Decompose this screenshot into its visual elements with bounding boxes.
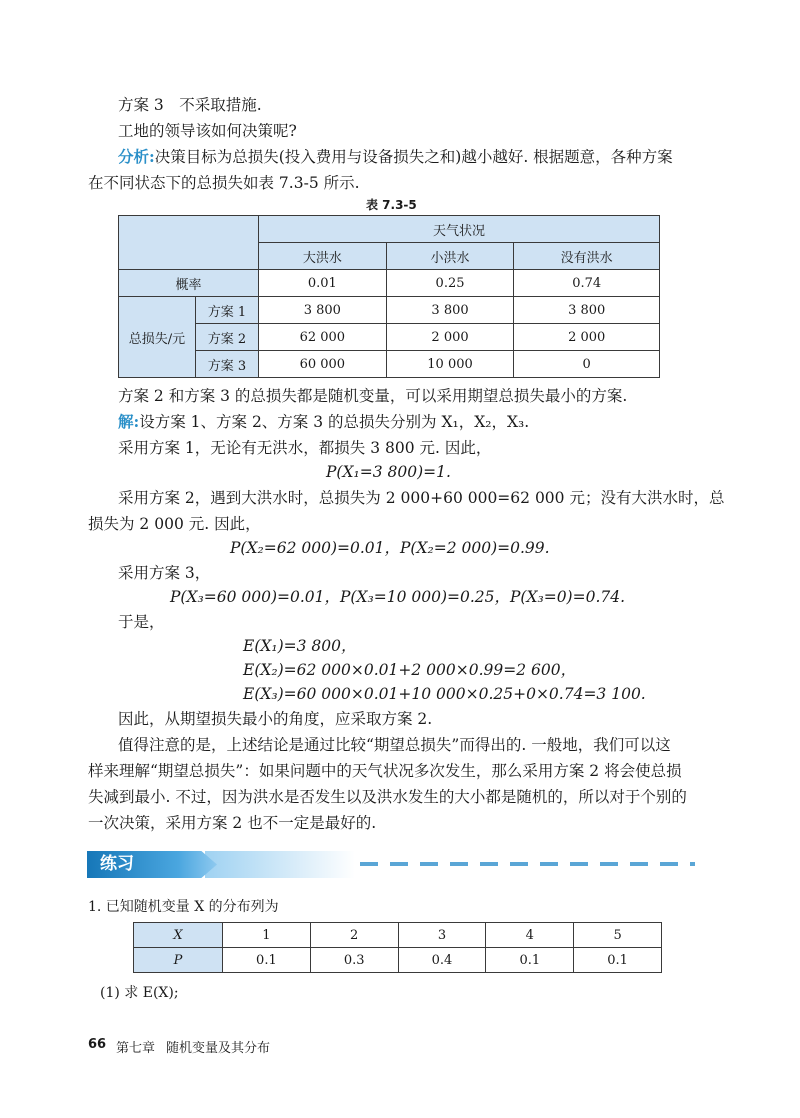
analysis-label: 分析: [118, 147, 155, 166]
table-cell: 1 [223, 923, 311, 948]
equation: E(X₃)=60 000×0.01+10 000×0.25+0×0.74=3 100. [243, 685, 646, 703]
exercise-title: 练习 [100, 854, 134, 874]
equation: P(X₂=62 000)=0.01，P(X₂=2 000)=0.99. [230, 539, 550, 557]
table-cell: 0.74 [514, 270, 660, 297]
row-header-loss: 总损失/元 [119, 297, 196, 378]
text-line: 工地的领导该如何决策呢? [118, 122, 297, 140]
analysis-text: 决策目标为总损失(投入费用与设备损失之和)越小越好. 根据题意，各种方案 [154, 148, 673, 166]
sub-question: (1) 求 E(X); [100, 985, 179, 1001]
equation: E(X₂)=62 000×0.01+2 000×0.99=2 600， [243, 661, 577, 679]
table-corner [119, 216, 259, 270]
text-line: 值得注意的是，上述结论是通过比较“期望总损失”而得出的. 一般地，我们可以这 [118, 736, 671, 754]
text-line: 一次决策，采用方案 2 也不一定是最好的. [88, 814, 377, 832]
text-line: 因此，从期望损失最小的角度，应采取方案 2. [118, 710, 433, 728]
solution-line [118, 409, 529, 435]
plan-label: 方案 1 [196, 297, 259, 324]
text-line: 在不同状态下的总损失如表 7.3-5 所示. [88, 174, 360, 192]
solution-label: 解: [118, 412, 140, 431]
text-line: 损失为 2 000 元. 因此， [88, 515, 261, 533]
column-header: 小洪水 [386, 243, 514, 270]
row-header-prob: 概率 [119, 270, 259, 297]
text-line: 方案 2 和方案 3 的总损失都是随机变量，可以采用期望总损失最小的方案. [118, 387, 628, 405]
table-cell: 0.01 [259, 270, 387, 297]
table-caption: 表 7.3-5 [366, 198, 417, 212]
table-cell: 4 [486, 923, 574, 948]
table-cell: 3 800 [259, 297, 387, 324]
equation: P(X₁=3 800)=1. [326, 463, 451, 481]
equation: P(X₃=60 000)=0.01，P(X₃=10 000)=0.25，P(X₃=0)=0.74. [170, 588, 626, 606]
table-cell: 5 [574, 923, 662, 948]
chapter-title: 随机变量及其分布 [166, 1041, 271, 1056]
analysis-line [118, 144, 673, 170]
text-line: 采用方案 2，遇到大洪水时，总损失为 2 000+60 000=62 000 元；没有大洪水时，总 [118, 489, 725, 507]
x-label: X [134, 923, 223, 948]
table-cell: 3 800 [514, 297, 660, 324]
p-label: P [134, 948, 223, 973]
loss-table [118, 215, 660, 378]
text-line: 失减到最小. 不过，因为洪水是否发生以及洪水发生的大小都是随机的，所以对于个别的 [88, 788, 687, 806]
table-cell: 0.25 [386, 270, 514, 297]
banner-dashes [360, 862, 695, 866]
table-cell: 3 [398, 923, 486, 948]
question: 1. 已知随机变量 X 的分布列为 [88, 899, 279, 915]
table-cell: 2 000 [386, 324, 514, 351]
table-cell: 3 800 [386, 297, 514, 324]
distribution-table [133, 922, 662, 973]
table-cell: 10 000 [386, 351, 514, 378]
chapter-label: 第七章 [116, 1041, 156, 1056]
table-cell: 0.1 [486, 948, 574, 973]
table-cell: 2 [310, 923, 398, 948]
text-line: 样来理解“期望总损失”：如果问题中的天气状况多次发生，那么采用方案 2 将会使总损 [88, 762, 682, 780]
equation: E(X₁)=3 800， [243, 637, 357, 655]
table-cell: 62 000 [259, 324, 387, 351]
plan-label: 方案 2 [196, 324, 259, 351]
table-cell: 0.1 [223, 948, 311, 973]
text-line: 采用方案 3， [118, 564, 211, 582]
plan-label: 方案 3 [196, 351, 259, 378]
table-cell: 0.3 [310, 948, 398, 973]
column-header: 没有洪水 [514, 243, 660, 270]
page-number: 66 [88, 1037, 107, 1052]
table-cell: 2 000 [514, 324, 660, 351]
table-cell: 60 000 [259, 351, 387, 378]
table-cell: 0 [514, 351, 660, 378]
table-cell: 0.1 [574, 948, 662, 973]
text-line: 方案 3 不采取措施. [118, 96, 262, 114]
banner-fade [205, 851, 355, 878]
column-header: 大洪水 [259, 243, 387, 270]
text-line: 采用方案 1，无论有无洪水，都损失 3 800 元. 因此， [118, 439, 492, 457]
solution-text: 设方案 1、方案 2、方案 3 的总损失分别为 X₁，X₂，X₃. [139, 413, 530, 431]
header-group: 天气状况 [259, 216, 660, 243]
text-line: 于是， [118, 613, 165, 631]
table-cell: 0.4 [398, 948, 486, 973]
